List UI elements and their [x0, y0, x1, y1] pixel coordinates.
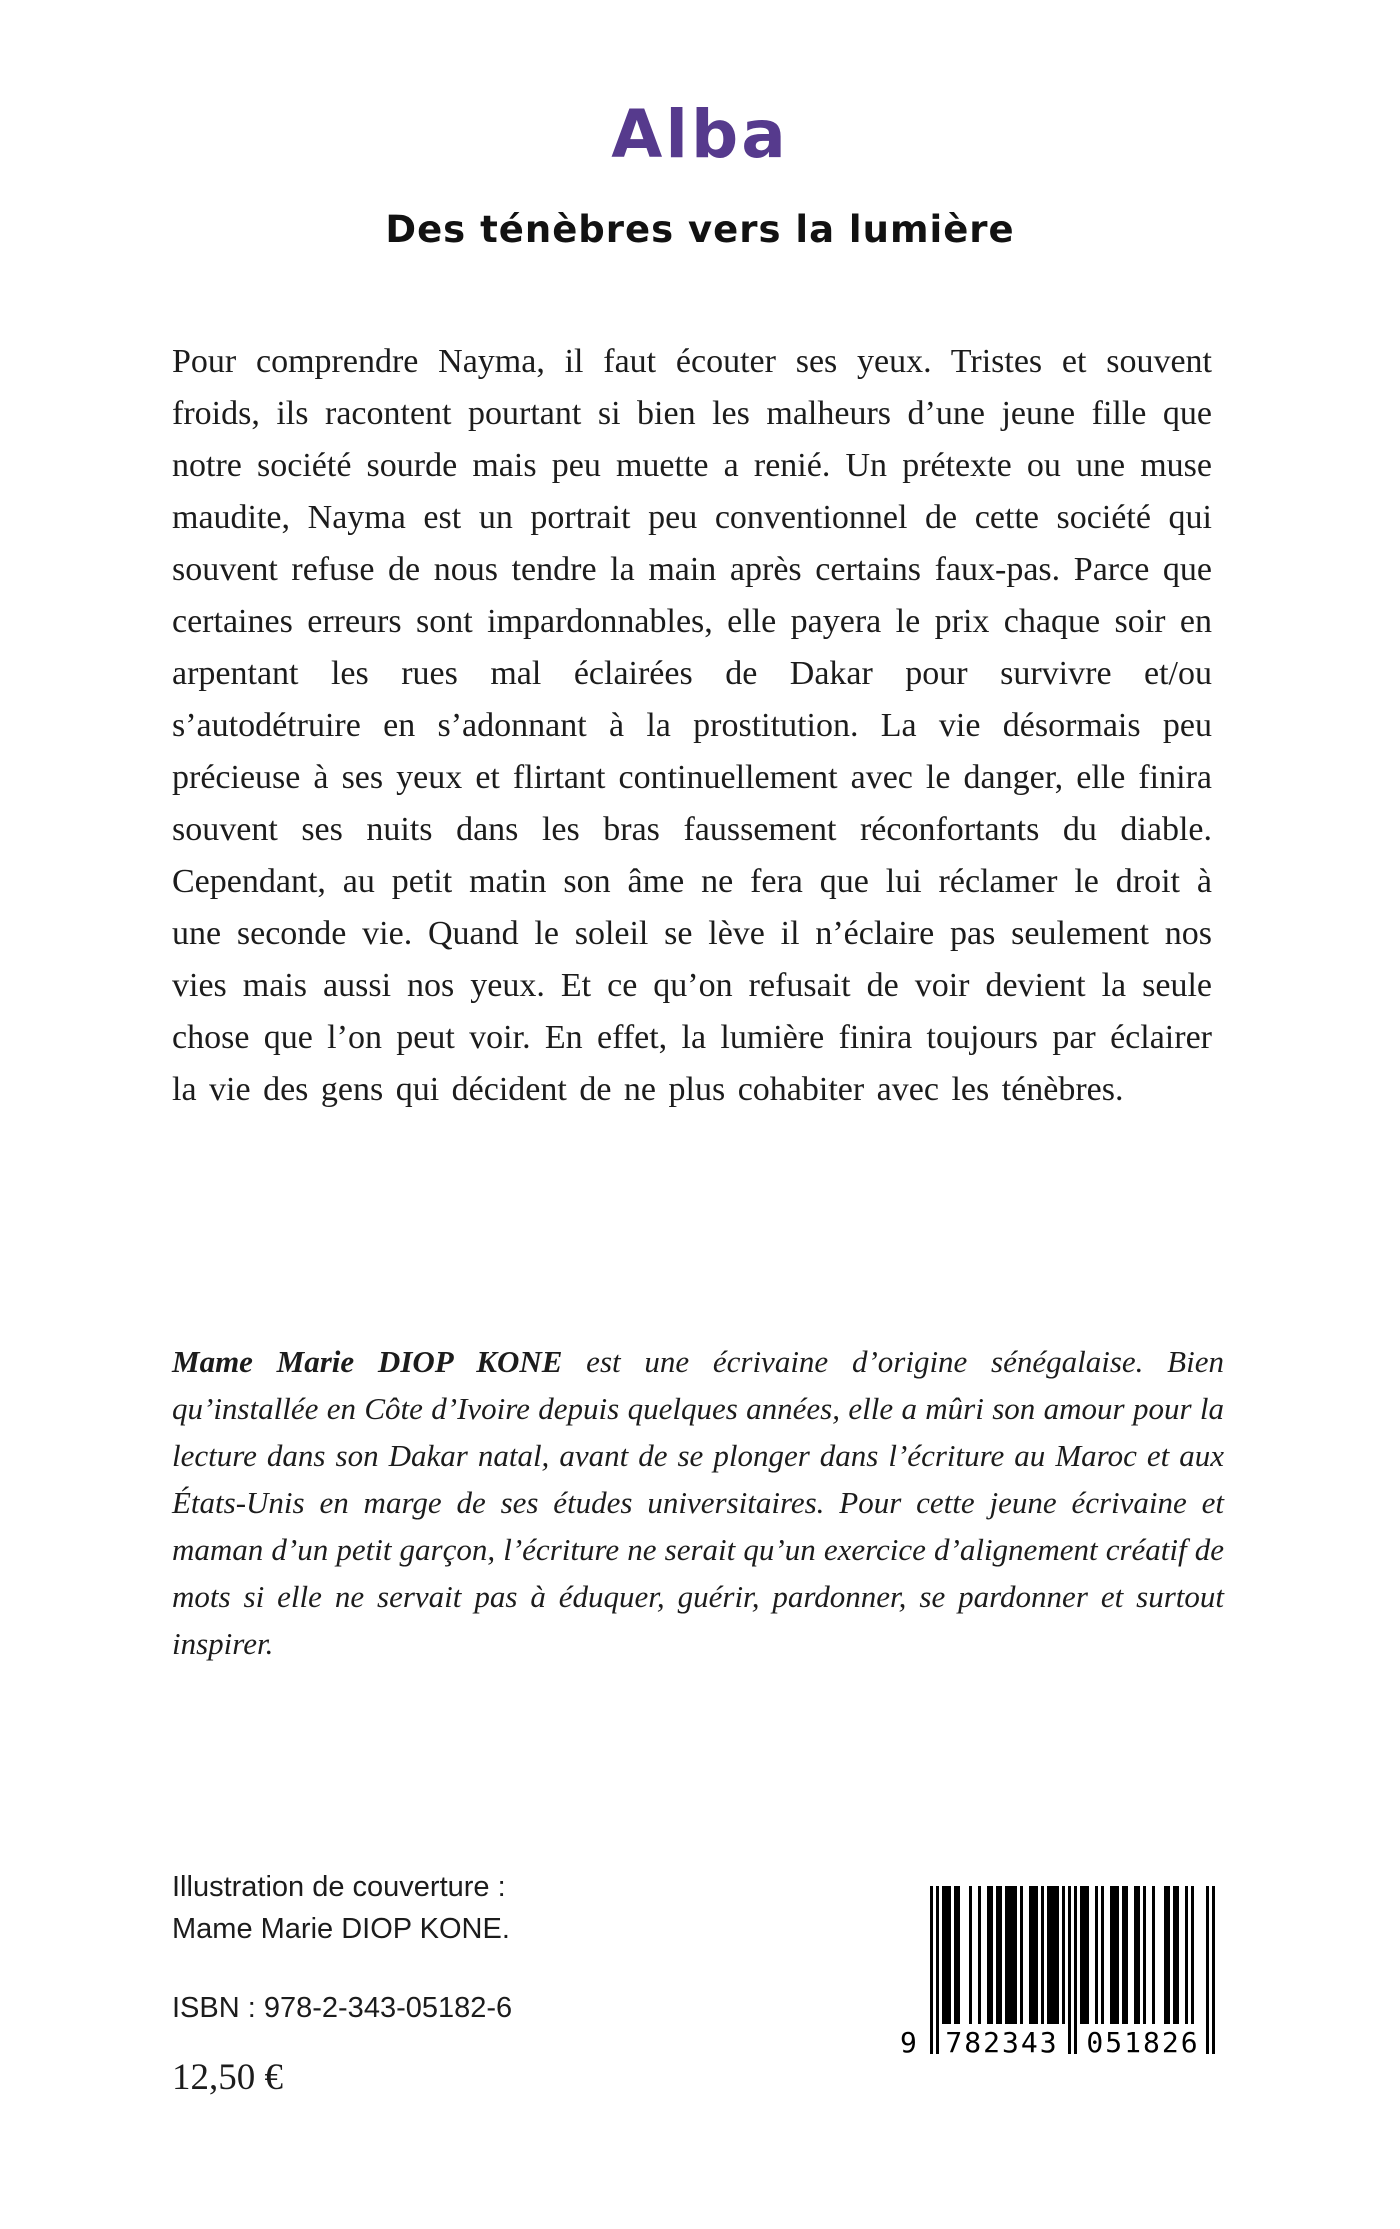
illustration-credit-line1: Illustration de couverture : [172, 1871, 506, 1903]
book-title: Alba [611, 96, 789, 173]
price-text: 12,50 € [172, 2057, 283, 2098]
author-bio-text: est une écrivaine d’origine sénégalaise. Bien qu’installée en Côte d’Ivoire depuis quelques années, elle a mûri son amour pour la lecture dans son Dakar natal, avant de se plonger dans l’écriture au Maroc et aux États-Unis en marge de ses études universitaires. Pour cette jeune écrivaine et maman d’un petit garçon, l’écriture ne serait qu’un exercice d’alignement créatif de mots si elle ne servait pas à éduquer, guérir, pardonner, se pardonner et surtout inspirer. [172, 1344, 1224, 1661]
illustration-credit [172, 1866, 510, 1950]
barcode-digits-right: 051826 [1086, 2026, 1200, 2059]
book-subtitle: Des ténèbres vers la lumière [385, 208, 1015, 251]
isbn-text: ISBN : 978-2-343-05182-6 [172, 1992, 513, 2024]
ean13-barcode [896, 1886, 1226, 2064]
barcode-digits-left: 782343 [945, 2026, 1059, 2059]
synopsis-text: Pour comprendre Nayma, il faut écouter ses yeux. Tristes et souvent froids, ils racontent pourtant si bien les malheurs d’une jeune fille que notre société sourde mais peu muette a renié. Un prétexte ou une muse maudite, Nayma est un portrait peu conventionnel de cette société qui souvent refuse de nous tendre la main après certains faux-pas. Parce que certaines erreurs sont impardonnables, elle payera le prix chaque soir en arpentant les rues mal éclairées de Dakar pour survivre et/ou s’autodétruire en s’adonnant à la prostitution. La vie désormais peu précieuse à ses yeux et flirtant continuellement avec le danger, elle finira souvent ses nuits dans les bras faussement réconfortants du diable. Cependant, au petit matin son âme ne fera que lui réclamer le droit à une seconde vie. Quand le soleil se lève il n’éclaire pas seulement nos vies mais aussi nos yeux. Et ce qu’on refusait de voir devient la seule chose que l’on peut voir. En effet, la lumière finira toujours par éclairer la vie des gens qui décident de ne plus cohabiter avec les ténèbres. [172, 343, 1212, 1108]
barcode-digit-first: 9 [900, 2026, 917, 2059]
author-name: Mame Marie DIOP KONE [172, 1344, 563, 1379]
illustration-credit-line2: Mame Marie DIOP KONE. [172, 1913, 510, 1945]
author-bio [172, 1338, 1224, 1667]
